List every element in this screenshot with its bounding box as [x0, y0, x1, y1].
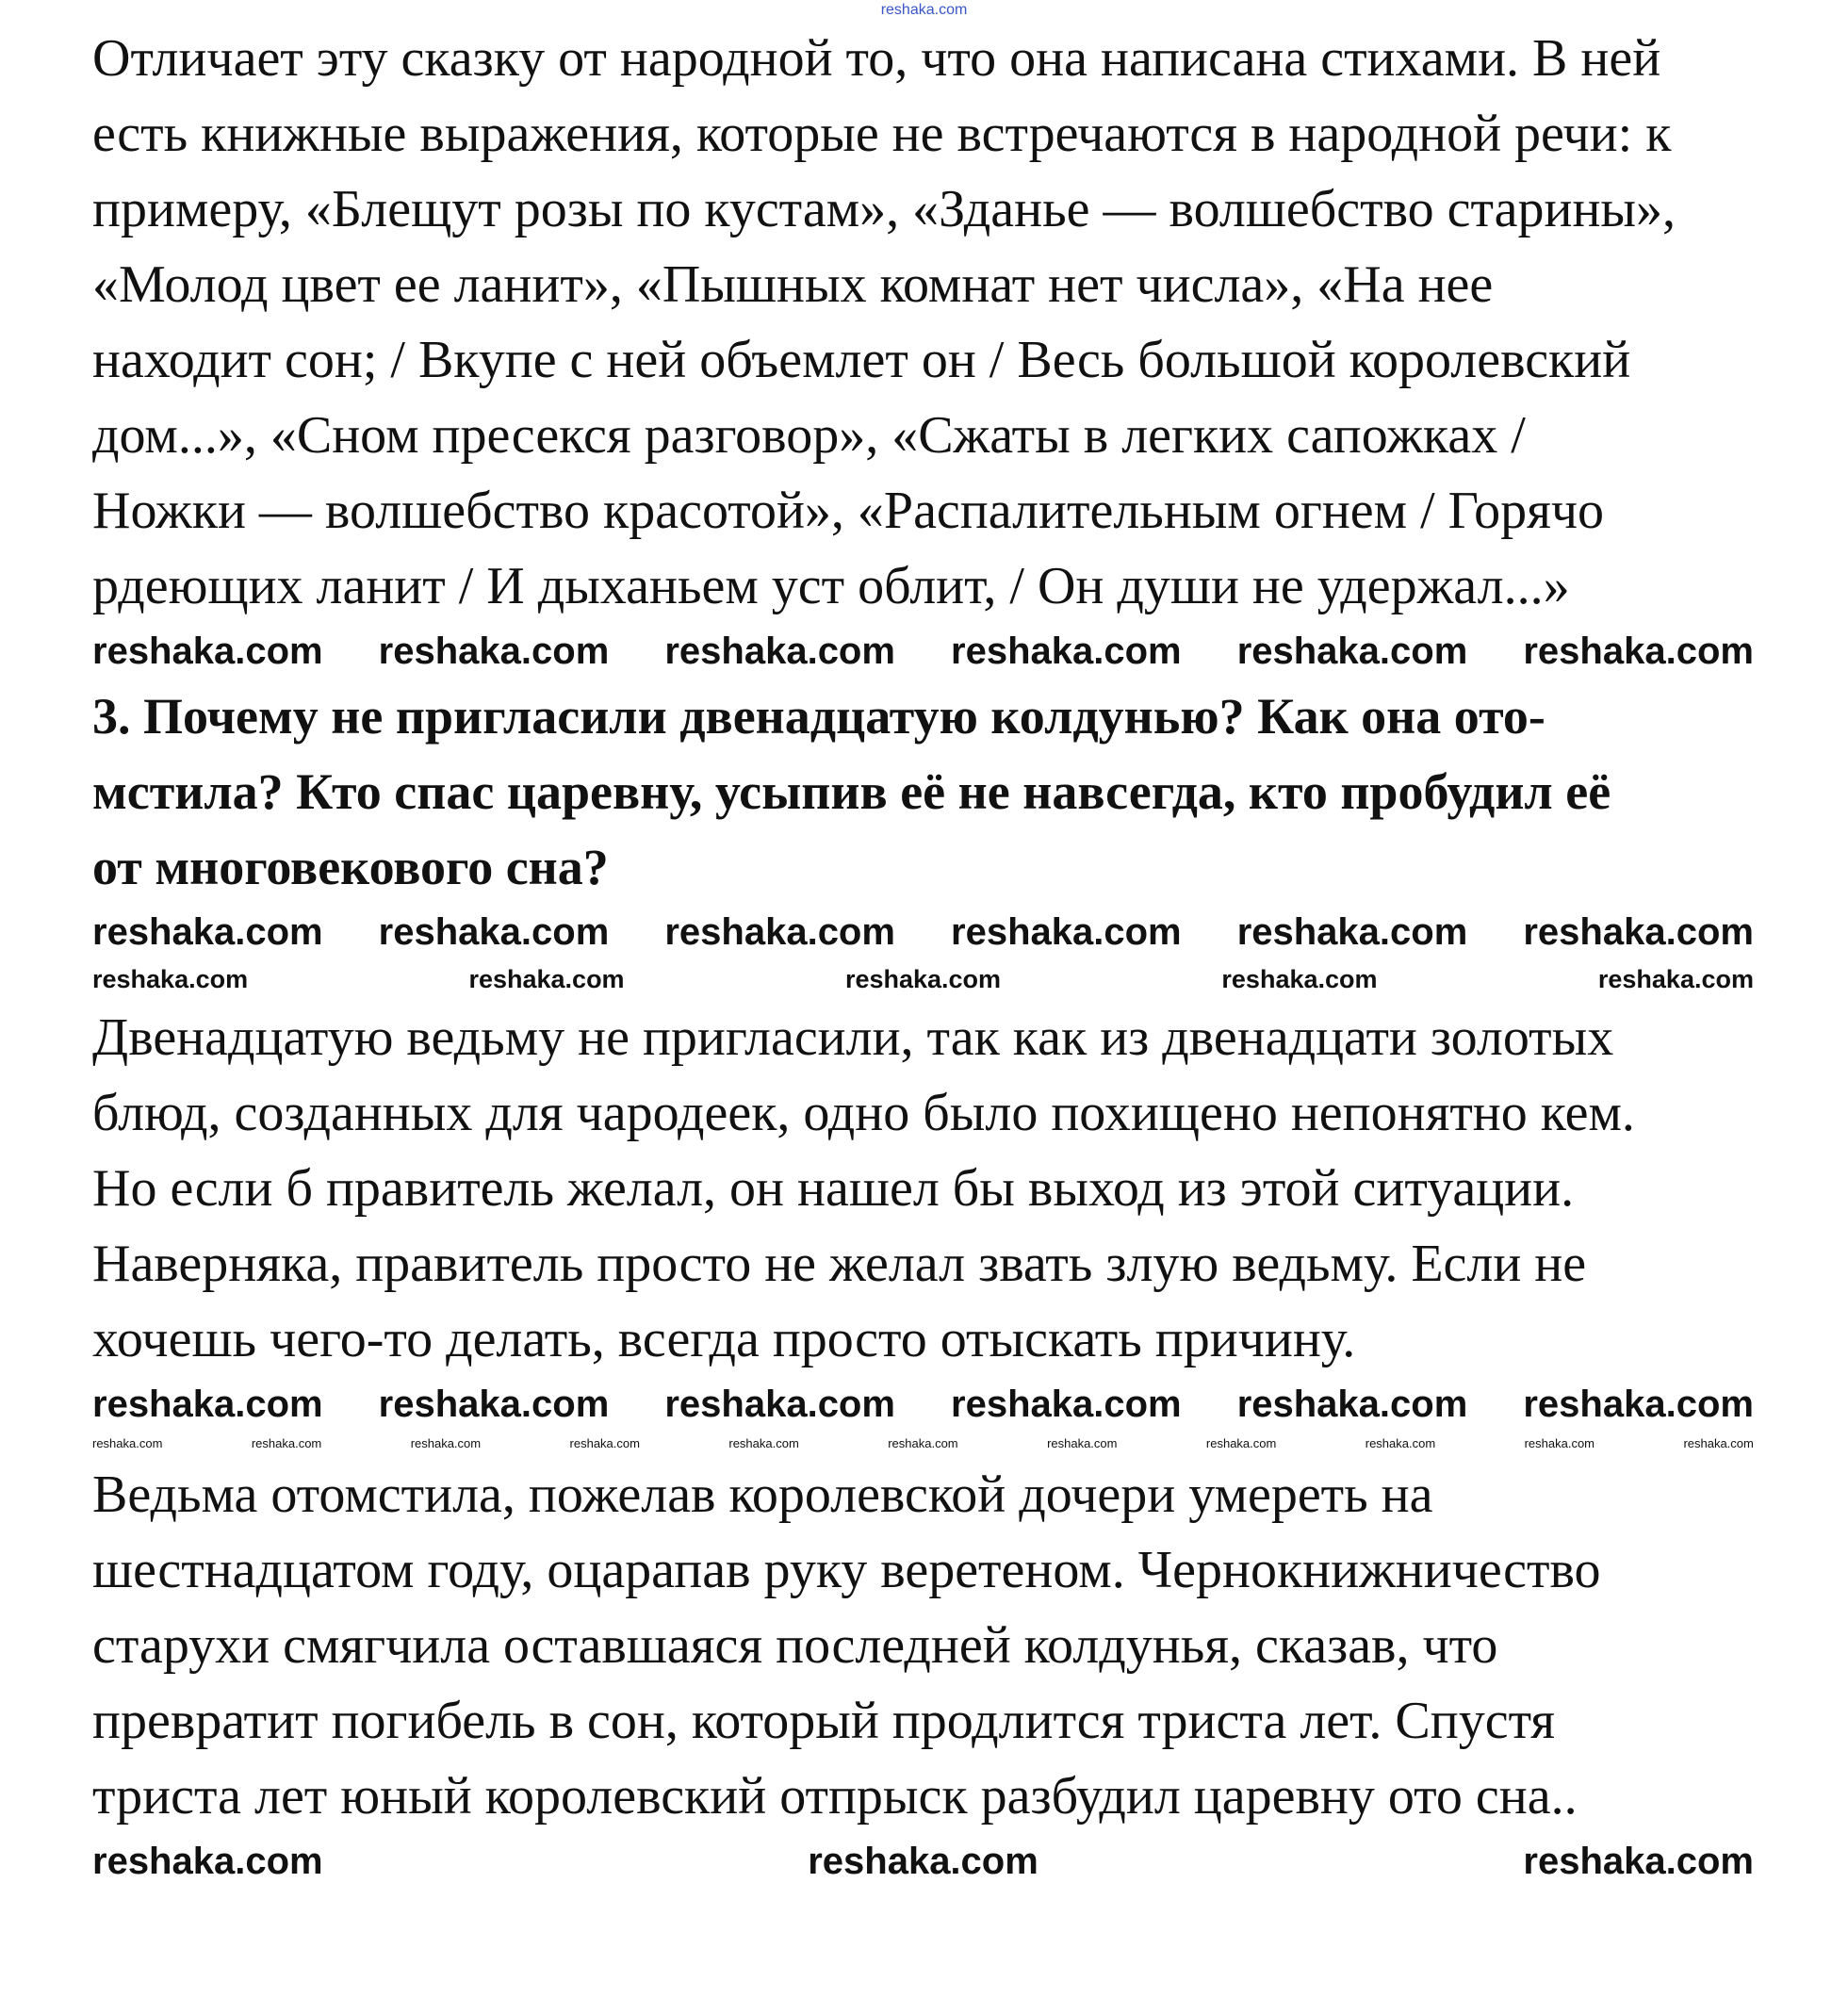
watermark: reshaka.com	[569, 1436, 640, 1451]
watermark: reshaka.com	[378, 911, 610, 954]
watermark: reshaka.com	[92, 965, 249, 994]
watermark: reshaka.com	[92, 1841, 323, 1883]
text-line: находит сон; / Вкупе с ней объемлет он / Весь большой королевский	[92, 331, 1631, 390]
watermark: reshaka.com	[1683, 1436, 1754, 1451]
text-line: «Молод цвет ее ланит», «Пышных комнат нет числа», «На нее	[92, 255, 1494, 315]
watermark-strip	[0, 1834, 1848, 1889]
watermark-strip	[0, 905, 1848, 959]
watermark: reshaka.com	[888, 1436, 958, 1451]
watermark: reshaka.com	[92, 630, 323, 673]
text-line: дом...», «Сном пресекся разговор», «Сжаты в легких сапожках /	[92, 406, 1526, 466]
watermark: reshaka.com	[844, 965, 1002, 994]
text-line: блюд, созданных для чародеек, одно было похищено непонятно кем.	[92, 1084, 1635, 1143]
text-line: есть книжные выражения, которые не встречаются в народной речи: к	[92, 105, 1672, 164]
text-line: хочешь чего-то делать, всегда просто отыскать причину.	[92, 1310, 1356, 1369]
text-line: Двенадцатую ведьму не пригласили, так как из двенадцати золотых	[92, 1008, 1614, 1068]
watermark: reshaka.com	[1236, 911, 1468, 954]
watermark-strip	[0, 0, 1848, 21]
watermark: reshaka.com	[468, 965, 625, 994]
watermark: reshaka.com	[92, 1384, 323, 1426]
watermark: reshaka.com	[92, 1436, 163, 1451]
watermark: reshaka.com	[378, 1384, 610, 1426]
watermark-strip	[0, 959, 1848, 1000]
watermark: reshaka.com	[1523, 630, 1754, 673]
text-line: Отличает эту сказку от народной то, что она написана стихами. В ней	[92, 29, 1661, 89]
watermark: reshaka.com	[880, 2, 968, 18]
watermark-strip	[0, 624, 1848, 679]
text-line: Наверняка, правитель просто не желал звать злую ведьму. Если не	[92, 1235, 1587, 1294]
watermark: reshaka.com	[808, 1841, 1038, 1883]
answer-paragraph-1	[0, 21, 1848, 624]
watermark: reshaka.com	[1365, 1436, 1436, 1451]
watermark-strip	[0, 1377, 1848, 1432]
watermark: reshaka.com	[1523, 1384, 1754, 1426]
watermark: reshaka.com	[1236, 1384, 1468, 1426]
watermark: reshaka.com	[664, 1384, 895, 1426]
text-line: Ведьма отомстила, пожелав королевской дочери умереть на	[92, 1465, 1433, 1525]
text-line: превратит погибель в сон, который продлится триста лет. Спустя	[92, 1692, 1556, 1751]
watermark: reshaka.com	[1047, 1436, 1118, 1451]
answer-paragraph-3	[0, 1457, 1848, 1834]
text-line: старухи смягчила оставшаяся последней колдунья, сказав, что	[92, 1616, 1498, 1676]
watermark: reshaka.com	[951, 1384, 1182, 1426]
text-line: Ножки — волшебство красотой», «Распалительным огнем / Горячо	[92, 482, 1605, 541]
heading-line: мстила? Кто спас царевну, усыпив её не навсегда, кто пробудил её	[92, 763, 1611, 821]
heading-line: 3. Почему не пригласили двенадцатую колдунью? Как она ото-	[92, 688, 1545, 745]
watermark: reshaka.com	[1221, 965, 1378, 994]
text-line: триста лет юный королевский отпрыск разбудил царевну ото сна..	[92, 1767, 1578, 1826]
watermark: reshaka.com	[664, 630, 895, 673]
watermark: reshaka.com	[410, 1436, 482, 1451]
watermark: reshaka.com	[1236, 630, 1468, 673]
answer-paragraph-2	[0, 1000, 1848, 1377]
watermark-strip	[0, 1432, 1848, 1457]
watermark: reshaka.com	[1205, 1436, 1277, 1451]
watermark: reshaka.com	[1523, 911, 1754, 954]
watermark: reshaka.com	[664, 911, 895, 954]
text-line: рдеющих ланит / И дыханьем уст облит, / Он души не удержал...»	[92, 557, 1570, 616]
watermark: reshaka.com	[92, 911, 323, 954]
watermark: reshaka.com	[1523, 1841, 1754, 1883]
text-line: примеру, «Блещут розы по кустам», «Зданье — волшебство старины»,	[92, 180, 1676, 239]
text-line: шестнадцатом году, оцарапав руку веретеном. Чернокнижничество	[92, 1541, 1601, 1600]
watermark: reshaka.com	[378, 630, 610, 673]
watermark: reshaka.com	[728, 1436, 799, 1451]
watermark: reshaka.com	[1524, 1436, 1595, 1451]
text-line: Но если б правитель желал, он нашел бы выход из этой ситуации.	[92, 1159, 1575, 1219]
watermark: reshaka.com	[951, 911, 1182, 954]
heading-line: от многовекового сна?	[92, 839, 609, 896]
watermark: reshaka.com	[951, 630, 1182, 673]
question-3-heading	[0, 679, 1848, 905]
watermark: reshaka.com	[251, 1436, 322, 1451]
watermark: reshaka.com	[1597, 965, 1754, 994]
